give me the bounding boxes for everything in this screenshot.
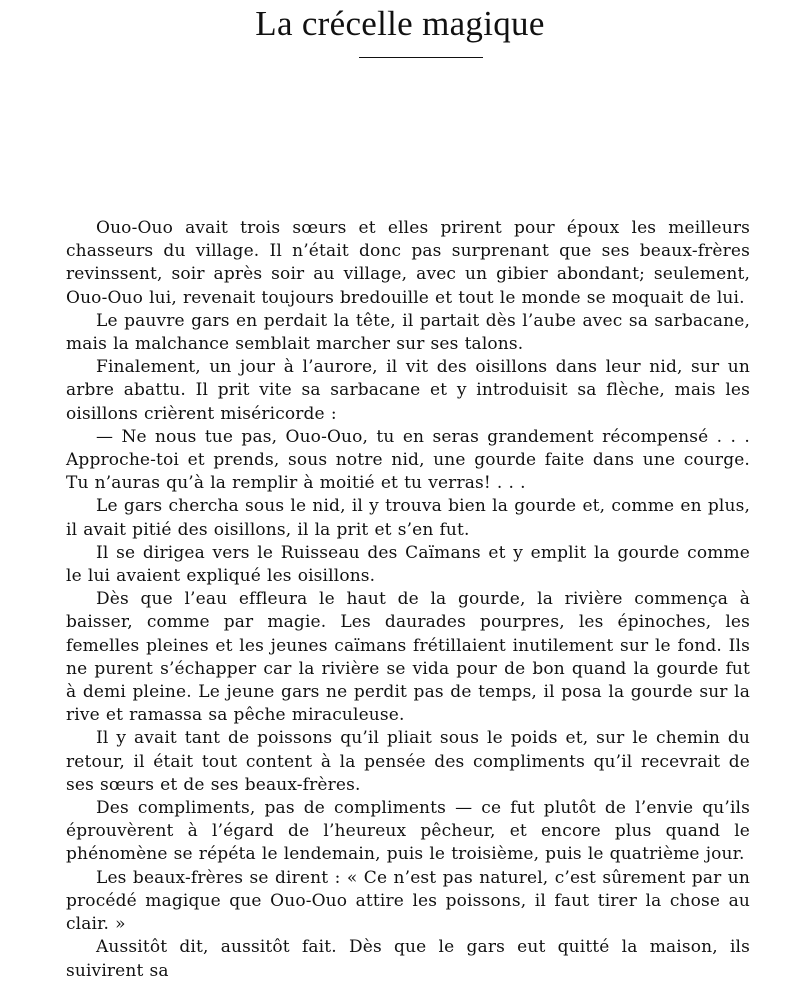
page-title: La crécelle magique [255, 4, 545, 43]
paragraph: Le pauvre gars en perdait la tête, il partait dès l’aube avec sa sarbacane, mais la malchance semblait marcher sur ses talons. [66, 310, 750, 355]
paragraph: Il se dirigea vers le Ruisseau des Caïmans et y emplit la gourde comme le lui avaient expliqué les oisillons. [66, 542, 750, 587]
paragraph: — Ne nous tue pas, Ouo-Ouo, tu en seras grandement récompensé . . . Approche-toi et prends, sous notre nid, une gourde faite dans une courge. Tu n’auras qu’à la remplir à moitié et tu verras! . . . [66, 426, 750, 494]
title-underline [359, 57, 483, 58]
paragraph: Des compliments, pas de compliments — ce fut plutôt de l’envie qu’ils éprouvèrent à l’égard de l’heureux pêcheur, et encore plus quand le phénomène se répéta le lendemain, puis le troisième, puis le quatrième jour. [66, 798, 750, 865]
paragraph: Dès que l’eau effleura le haut de la gourde, la rivière commença à baisser, comme par magie. Les daurades pourpres, les épinoches, les femelles pleines et les jeunes caïmans frétillaient inutilement sur le fond. Ils ne purent s’échapper car la rivière se vida pour de bon quand la gourde fut à demi pleine. Le jeune gars ne perdit pas de temps, il posa la gourde sur la rive et ramassa sa pêche miraculeuse. [66, 589, 750, 726]
paragraph: Le gars chercha sous le nid, il y trouva bien la gourde et, comme en plus, il avait pitié des oisillons, il la prit et s’en fut. [66, 496, 750, 540]
story-body [66, 217, 750, 983]
paragraph: Il y avait tant de poissons qu’il pliait sous le poids et, sur le chemin du retour, il était tout content à la pensée des compliments qu’il recevrait de ses sœurs et de ses beaux-frères. [66, 728, 750, 795]
paragraph: Ouo-Ouo avait trois sœurs et elles prirent pour époux les meilleurs chasseurs du village. Il n’était donc pas surprenant que ses beaux-frères revinssent, soir après soir au village, avec un gibier abondant; seulement, Ouo-Ouo lui, revenait toujours bredouille et tout le monde se moquait de lui. [66, 218, 750, 308]
paragraph: Finalement, un jour à l’aurore, il vit des oisillons dans leur nid, sur un arbre abattu. Il prit vite sa sarbacane et y introduisit sa flèche, mais les oisillons crièrent miséricorde : [66, 357, 750, 424]
paragraph: Les beaux-frères se dirent : « Ce n’est pas naturel, c’est sûrement par un procédé magique que Ouo-Ouo attire les poissons, il faut tirer la chose au clair. » [66, 867, 750, 935]
paragraph: Aussitôt dit, aussitôt fait. Dès que le gars eut quitté la maison, ils suivirent sa [66, 937, 750, 981]
